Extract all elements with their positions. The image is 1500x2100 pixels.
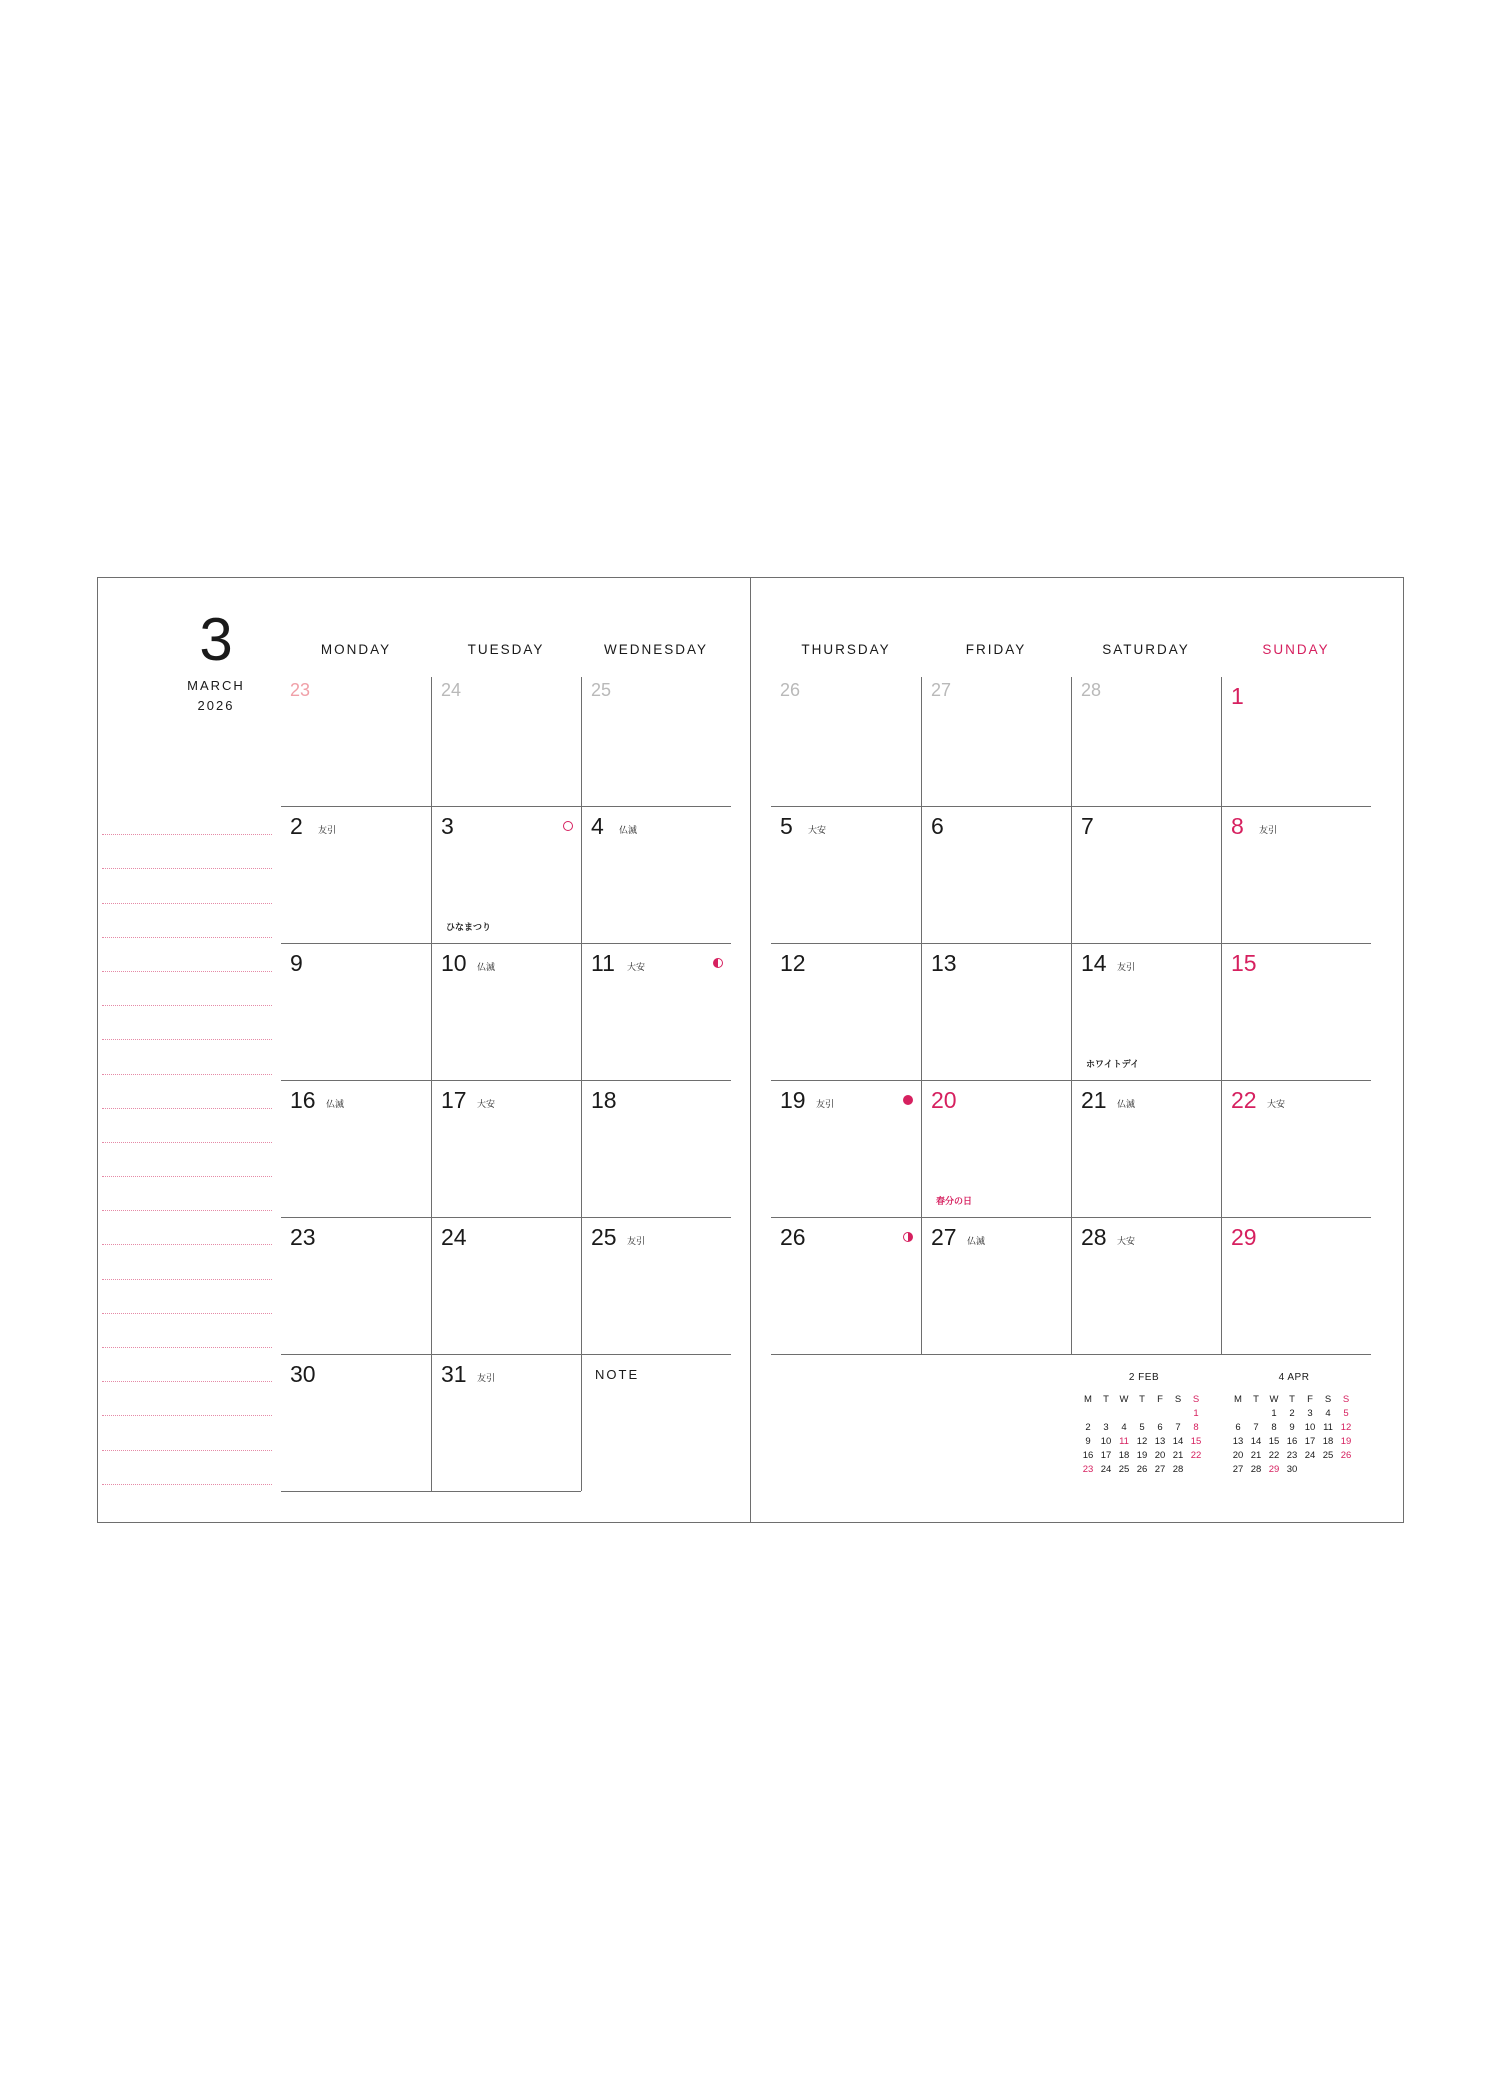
day-cell[interactable] xyxy=(581,677,731,806)
mini-day: 4 xyxy=(1121,1422,1127,1433)
memo-line xyxy=(102,1211,272,1245)
mini-day: 1 xyxy=(1193,1408,1199,1419)
holiday-label: 春分の日 xyxy=(936,1196,973,1206)
memo-line xyxy=(102,1177,272,1211)
mini-day: 23 xyxy=(1286,1450,1298,1461)
memo-line xyxy=(102,1040,272,1074)
day-number: 11 xyxy=(591,950,615,976)
mini-day: 14 xyxy=(1172,1436,1184,1447)
day-cell[interactable] xyxy=(281,1217,431,1354)
day-number: 24 xyxy=(441,680,462,700)
mini-blank xyxy=(1133,1407,1151,1420)
mini-blank xyxy=(1169,1407,1187,1420)
memo-line xyxy=(102,835,272,869)
day-cell[interactable] xyxy=(1221,806,1371,943)
day-cell[interactable] xyxy=(771,1080,921,1217)
day-cell[interactable] xyxy=(1221,943,1371,1080)
mini-day: 16 xyxy=(1082,1450,1094,1461)
mini-blank xyxy=(1247,1407,1265,1420)
weekday-tuesday: TUESDAY xyxy=(467,642,545,657)
day-cell[interactable] xyxy=(581,806,731,943)
weekday-sunday: SUNDAY xyxy=(1262,642,1330,657)
month-year: 2026 xyxy=(197,698,235,713)
mini-day: 22 xyxy=(1268,1450,1280,1461)
memo-line xyxy=(102,801,272,835)
weekday-thursday: THURSDAY xyxy=(801,642,891,657)
mini-day: 6 xyxy=(1157,1422,1163,1433)
mini-day: 2 xyxy=(1085,1422,1091,1433)
memo-line xyxy=(102,1382,272,1416)
rokuyo-label: 大安 xyxy=(1267,1099,1286,1109)
mini-day: 26 xyxy=(1340,1450,1352,1461)
rokuyo-label: 仏滅 xyxy=(1117,1099,1136,1109)
day-number: 7 xyxy=(1081,813,1094,839)
mini-day: 7 xyxy=(1253,1422,1259,1433)
mini-day: 23 xyxy=(1082,1464,1094,1475)
last-quarter-moon-icon xyxy=(713,958,723,968)
day-cell[interactable] xyxy=(431,677,581,806)
day-cell[interactable] xyxy=(431,806,581,943)
mini-day: 11 xyxy=(1119,1436,1129,1447)
day-number: 5 xyxy=(780,813,793,839)
day-number: 4 xyxy=(591,813,604,839)
memo-lines xyxy=(102,801,272,1485)
mini-calendar xyxy=(1229,1372,1359,1476)
mini-day: 8 xyxy=(1271,1422,1277,1433)
rokuyo-label: 大安 xyxy=(808,825,827,835)
mini-day: 25 xyxy=(1118,1464,1130,1475)
mini-weekday-header: F xyxy=(1157,1394,1163,1405)
mini-day: 3 xyxy=(1103,1422,1109,1433)
mini-weekday-header: S xyxy=(1192,1394,1200,1405)
mini-day: 5 xyxy=(1139,1422,1145,1433)
rokuyo-label: 大安 xyxy=(1117,1236,1136,1246)
mini-blank xyxy=(1229,1407,1247,1420)
mini-weekday-header: W xyxy=(1269,1394,1279,1405)
mini-day: 10 xyxy=(1100,1436,1112,1447)
day-cell[interactable] xyxy=(921,1217,1071,1354)
first-quarter-moon-icon xyxy=(903,1232,913,1242)
day-number: 9 xyxy=(290,950,303,976)
day-number: 10 xyxy=(441,950,467,976)
day-cell[interactable] xyxy=(921,806,1071,943)
rokuyo-label: 大安 xyxy=(477,1099,496,1109)
mini-weekday-header: S xyxy=(1174,1394,1182,1405)
day-cell[interactable] xyxy=(431,1354,581,1491)
page-fold xyxy=(750,578,751,1522)
memo-line xyxy=(102,1109,272,1143)
mini-weekday-header: M xyxy=(1234,1394,1242,1405)
mini-day: 28 xyxy=(1250,1464,1262,1475)
mini-day: 4 xyxy=(1325,1408,1331,1419)
mini-day: 24 xyxy=(1304,1450,1316,1461)
mini-weekday-header: T xyxy=(1103,1394,1109,1405)
mini-day: 9 xyxy=(1289,1422,1295,1433)
memo-line xyxy=(102,1451,272,1485)
rokuyo-label: 仏滅 xyxy=(326,1099,345,1109)
mini-day: 20 xyxy=(1154,1450,1166,1461)
mini-weekday-header: M xyxy=(1084,1394,1092,1405)
day-cell[interactable] xyxy=(921,677,1071,806)
weekday-wednesday: WEDNESDAY xyxy=(603,642,708,657)
day-cell[interactable] xyxy=(1221,1217,1371,1354)
memo-line xyxy=(102,1280,272,1314)
full-moon-icon xyxy=(563,821,573,831)
day-number: 27 xyxy=(931,1224,957,1250)
grid-bottom-line xyxy=(281,1491,581,1492)
memo-line xyxy=(102,904,272,938)
mini-day: 29 xyxy=(1268,1464,1280,1475)
day-number: 18 xyxy=(591,1087,617,1113)
mini-day: 14 xyxy=(1250,1436,1262,1447)
day-cell[interactable] xyxy=(581,1080,731,1217)
mini-blank xyxy=(1151,1407,1169,1420)
day-cell[interactable] xyxy=(771,806,921,943)
day-cell[interactable] xyxy=(281,1080,431,1217)
note-area[interactable] xyxy=(581,1354,731,1491)
mini-day: 28 xyxy=(1172,1464,1184,1475)
rokuyo-label: 友引 xyxy=(1259,825,1278,835)
mini-blank xyxy=(1079,1407,1097,1420)
mini-day: 21 xyxy=(1250,1450,1262,1461)
mini-weekday-header: S xyxy=(1324,1394,1332,1405)
day-number: 20 xyxy=(931,1087,957,1113)
day-number: 26 xyxy=(780,680,801,700)
mini-day: 12 xyxy=(1340,1422,1352,1433)
memo-line xyxy=(102,1416,272,1450)
mini-day: 12 xyxy=(1136,1436,1148,1447)
mini-day: 27 xyxy=(1154,1464,1166,1475)
rokuyo-label: 仏滅 xyxy=(619,825,638,835)
mini-calendar-grid xyxy=(1229,1393,1359,1476)
mini-weekday-header: S xyxy=(1342,1394,1350,1405)
memo-line xyxy=(102,869,272,903)
day-cell[interactable] xyxy=(1071,1080,1221,1217)
memo-line xyxy=(102,972,272,1006)
day-cell[interactable] xyxy=(281,943,431,1080)
mini-weekday-header: F xyxy=(1307,1394,1313,1405)
day-number: 14 xyxy=(1081,950,1107,976)
day-cell[interactable] xyxy=(431,1080,581,1217)
mini-calendar xyxy=(1079,1372,1209,1476)
mini-day: 24 xyxy=(1100,1464,1112,1475)
rokuyo-label: 仏滅 xyxy=(967,1236,986,1246)
mini-day: 9 xyxy=(1085,1436,1091,1447)
mini-day: 18 xyxy=(1118,1450,1130,1461)
mini-weekday-header: T xyxy=(1289,1394,1295,1405)
day-cell[interactable] xyxy=(281,677,431,806)
weekday-saturday: SATURDAY xyxy=(1102,642,1190,657)
day-cell[interactable] xyxy=(771,943,921,1080)
planner-spread xyxy=(97,577,1404,1523)
note-label: NOTE xyxy=(595,1367,640,1382)
rokuyo-label: 友引 xyxy=(816,1099,835,1109)
day-number: 25 xyxy=(591,1224,617,1250)
day-cell[interactable] xyxy=(921,1080,1071,1217)
mini-day: 16 xyxy=(1286,1436,1298,1447)
day-number: 30 xyxy=(290,1361,316,1387)
day-cell[interactable] xyxy=(771,677,921,806)
day-cell[interactable] xyxy=(281,806,431,943)
month-name: MARCH xyxy=(187,678,245,693)
mini-weekday-header: T xyxy=(1139,1394,1145,1405)
mini-day: 17 xyxy=(1304,1436,1316,1447)
day-cell[interactable] xyxy=(921,943,1071,1080)
mini-day: 10 xyxy=(1304,1422,1316,1433)
day-number: 2 xyxy=(290,813,303,839)
mini-day: 2 xyxy=(1289,1408,1295,1419)
day-number: 17 xyxy=(441,1087,467,1113)
weekday-friday: FRIDAY xyxy=(965,642,1027,657)
mini-day: 5 xyxy=(1343,1408,1349,1419)
day-number: 21 xyxy=(1081,1087,1107,1113)
rokuyo-label: 友引 xyxy=(1117,962,1136,972)
month-number: 3 xyxy=(199,606,233,673)
mini-day: 30 xyxy=(1286,1464,1298,1475)
mini-day: 7 xyxy=(1175,1422,1181,1433)
holiday-label: ひなまつり xyxy=(446,922,492,932)
day-cell[interactable] xyxy=(581,1217,731,1354)
mini-day: 21 xyxy=(1172,1450,1184,1461)
day-number: 6 xyxy=(931,813,944,839)
day-number: 31 xyxy=(441,1361,467,1387)
mini-day: 3 xyxy=(1307,1408,1313,1419)
day-number: 8 xyxy=(1231,813,1244,839)
mini-day: 8 xyxy=(1193,1422,1199,1433)
rokuyo-label: 大安 xyxy=(627,962,646,972)
mini-day: 1 xyxy=(1271,1408,1277,1419)
mini-day: 20 xyxy=(1232,1450,1244,1461)
mini-day: 19 xyxy=(1340,1436,1352,1447)
mini-weekday-header: T xyxy=(1253,1394,1259,1405)
mini-day: 13 xyxy=(1232,1436,1244,1447)
mini-day: 22 xyxy=(1190,1450,1202,1461)
day-cell[interactable] xyxy=(281,1354,431,1491)
mini-blank xyxy=(1115,1407,1133,1420)
day-number: 22 xyxy=(1231,1087,1257,1113)
day-number: 1 xyxy=(1231,683,1244,709)
rokuyo-label: 友引 xyxy=(627,1236,646,1246)
mini-calendar-grid xyxy=(1079,1393,1209,1476)
mini-weekday-header: W xyxy=(1119,1394,1129,1405)
mini-calendar-title: 4 APR xyxy=(1278,1372,1310,1383)
memo-line xyxy=(102,1245,272,1279)
rokuyo-label: 仏滅 xyxy=(477,962,496,972)
mini-day: 27 xyxy=(1232,1464,1244,1475)
day-number: 28 xyxy=(1081,1224,1107,1250)
mini-day: 15 xyxy=(1190,1436,1202,1447)
memo-line xyxy=(102,1314,272,1348)
rokuyo-label: 友引 xyxy=(477,1373,496,1383)
day-cell[interactable] xyxy=(431,943,581,1080)
mini-day: 25 xyxy=(1322,1450,1334,1461)
day-cell[interactable] xyxy=(1221,677,1371,806)
mini-day: 18 xyxy=(1322,1436,1334,1447)
mini-day: 11 xyxy=(1323,1422,1333,1433)
day-cell[interactable] xyxy=(1071,677,1221,806)
day-number: 13 xyxy=(931,950,957,976)
weekday-monday: MONDAY xyxy=(320,642,392,657)
day-number: 24 xyxy=(441,1224,467,1250)
memo-line xyxy=(102,1006,272,1040)
mini-day: 6 xyxy=(1235,1422,1241,1433)
mini-day: 13 xyxy=(1154,1436,1166,1447)
grid-bottom-line xyxy=(771,1354,1371,1355)
memo-line xyxy=(102,938,272,972)
day-cell[interactable] xyxy=(1071,1217,1221,1354)
day-number: 25 xyxy=(591,680,612,700)
day-number: 3 xyxy=(441,813,454,839)
day-number: 16 xyxy=(290,1087,316,1113)
mini-day: 19 xyxy=(1136,1450,1148,1461)
day-number: 19 xyxy=(780,1087,806,1113)
day-number: 12 xyxy=(780,950,806,976)
memo-line xyxy=(102,1075,272,1109)
day-cell[interactable] xyxy=(1071,943,1221,1080)
day-number: 27 xyxy=(931,680,952,700)
day-number: 23 xyxy=(290,680,311,700)
holiday-label: ホワイトデイ xyxy=(1086,1059,1140,1069)
day-cell[interactable] xyxy=(431,1217,581,1354)
day-number: 29 xyxy=(1231,1224,1257,1250)
mini-day: 17 xyxy=(1100,1450,1112,1461)
day-number: 28 xyxy=(1081,680,1102,700)
memo-line xyxy=(102,1143,272,1177)
day-number: 26 xyxy=(780,1224,806,1250)
mini-calendar-title: 2 FEB xyxy=(1128,1372,1160,1383)
new-moon-icon xyxy=(903,1095,913,1105)
day-cell[interactable] xyxy=(771,1217,921,1354)
day-number: 23 xyxy=(290,1224,316,1250)
day-cell[interactable] xyxy=(1221,1080,1371,1217)
day-cell[interactable] xyxy=(581,943,731,1080)
memo-line xyxy=(102,1348,272,1382)
day-number: 15 xyxy=(1231,950,1257,976)
rokuyo-label: 友引 xyxy=(318,825,337,835)
mini-day: 15 xyxy=(1268,1436,1280,1447)
mini-day: 26 xyxy=(1136,1464,1148,1475)
mini-blank xyxy=(1097,1407,1115,1420)
day-cell[interactable] xyxy=(1071,806,1221,943)
